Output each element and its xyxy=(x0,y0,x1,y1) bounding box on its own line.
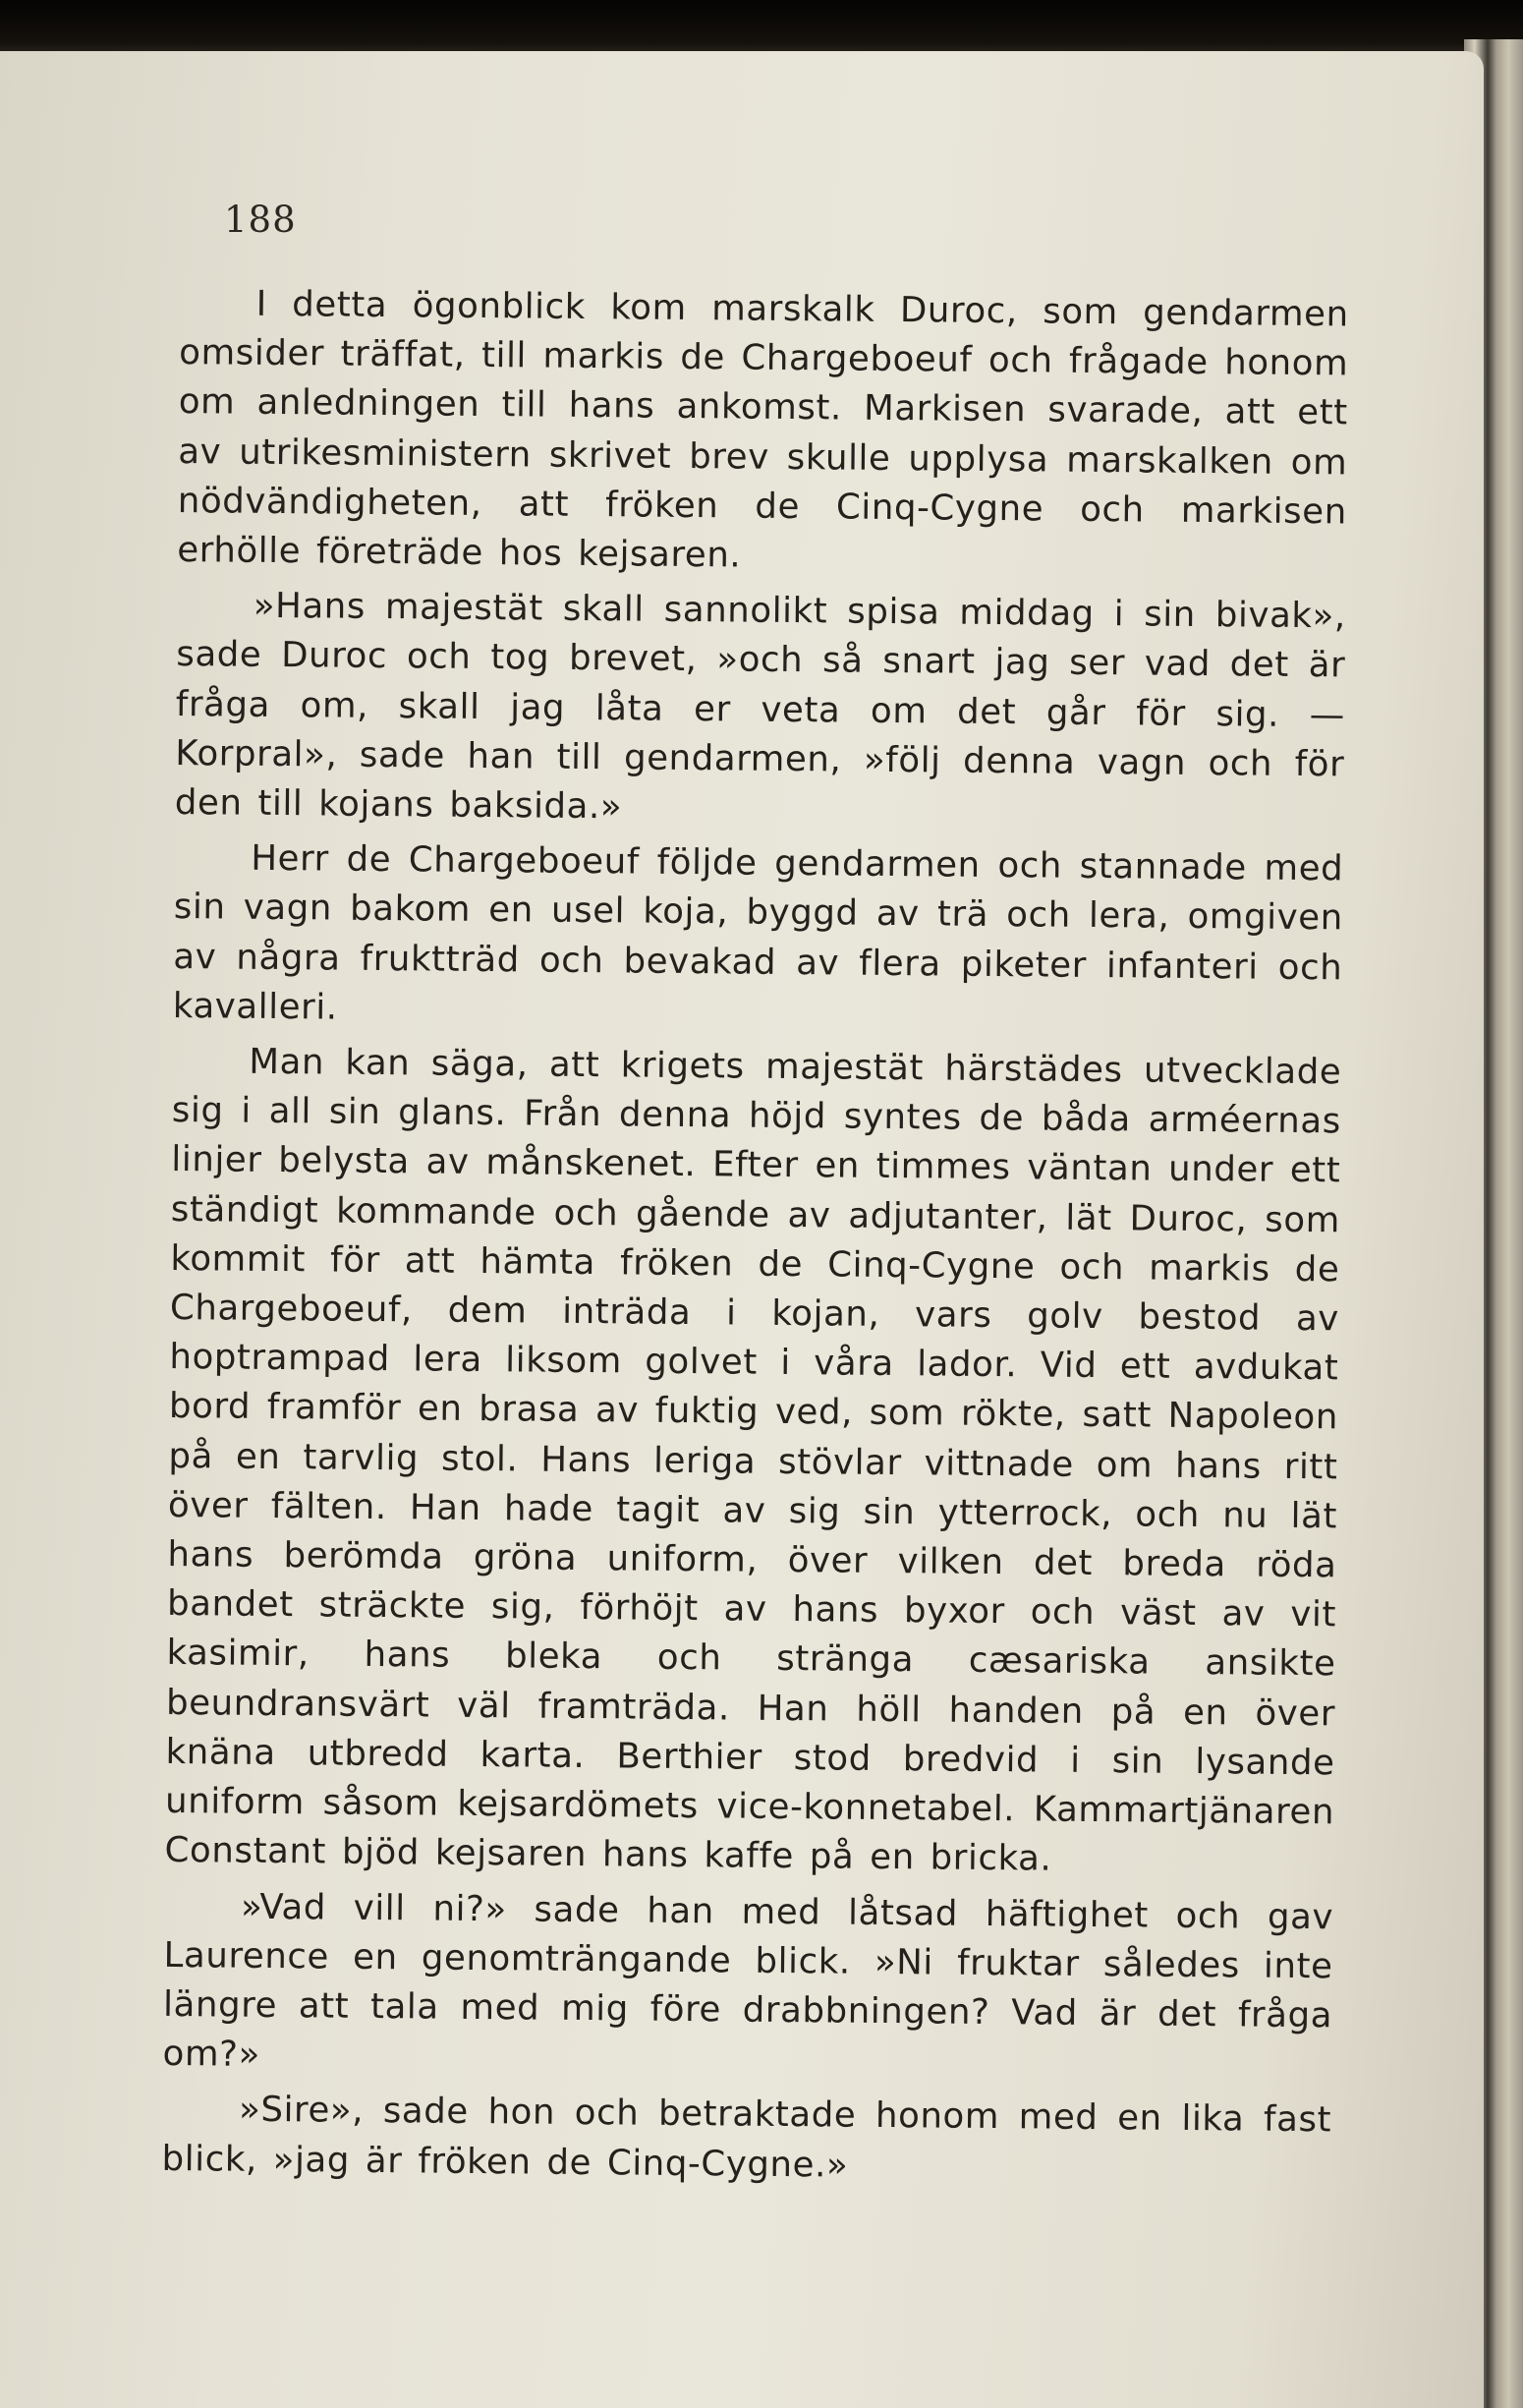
paragraph-2: »Hans majestät skall sannolikt spisa middag i sin bivak», sade Duroc och tog brevet, »och så snart jag ser vad det är fråga om, skall jag låta er veta om det går för sig. — Korpral», sade han till gendarmen, »följ denna vagn och för den till kojans baksida.» xyxy=(174,585,1346,828)
top-shadow-edge xyxy=(0,0,1523,54)
paragraph-3: Herr de Chargeboeuf följde gendarmen och stannade med sin vagn bakom en usel koja, byggd av trä och lera, omgiven av några fruktträd och bevakad av flera piketer infanteri och kavalleri. xyxy=(172,837,1344,1028)
paragraph-6: »Sire», sade hon och betraktade honom med en lika fast blick, »jag är fröken de Cinq-Cygne.» xyxy=(161,2089,1332,2186)
book-page xyxy=(0,51,1484,2408)
body-text xyxy=(161,279,1349,2195)
page-number: 188 xyxy=(224,199,297,241)
paragraph-5: »Vad vill ni?» sade han med låtsad häftighet och gav Laurence en genomträngande blick. »Ni fruktar således inte längre att tala med mig före drabbningen? Vad är det fråga om?» xyxy=(162,1886,1334,2075)
paragraph-4: Man kan säga, att krigets majestät härstädes utvecklade sig i all sin glans. Från denna höjd syntes de båda arméernas linjer belysta av månskenet. Efter en timmes väntan under ett ständigt kommande och gående av adjutanter, lät Duroc, som kommit för att hämta fröken de Cinq-Cygne och markis de Chargeboeuf, dem inträda i kojan, vars golv bestod av hoptrampad lera liksom golvet i våra lador. Vid ett avdukat bord framför en brasa av fuktig ved, som rökte, satt Napoleon på en tarvlig stol. Hans leriga stövlar vittnade om hans ritt över fälten. Han hade tagit av sig sin ytterrock, och nu lät hans berömda gröna uniform, över vilken det breda röda bandet sträckte sig, förhöjt av hans byxor och väst av vit kasimir, hans bleka och stränga cæsariska ansikte beundransvärt väl framträda. Han höll handen på en över knäna utbredd karta. Berthier stod bredvid i sin lysande uniform såsom kejsardömets vice-konnetabel. Kammartjänaren Constant bjöd kejsaren hans kaffe på en bricka. xyxy=(164,1041,1342,1879)
paragraph-1: I detta ögonblick kom marskalk Duroc, som gendarmen omsider träffat, till markis de Chargeboeuf och frågade honom om anledningen till hans ankomst. Markisen svarade, att ett av utrikesministern skrivet brev skulle upplysa marskalken om nödvändigheten, att fröken de Cinq-Cygne och markisen erhölle företräde hos kejsaren. xyxy=(177,283,1349,576)
